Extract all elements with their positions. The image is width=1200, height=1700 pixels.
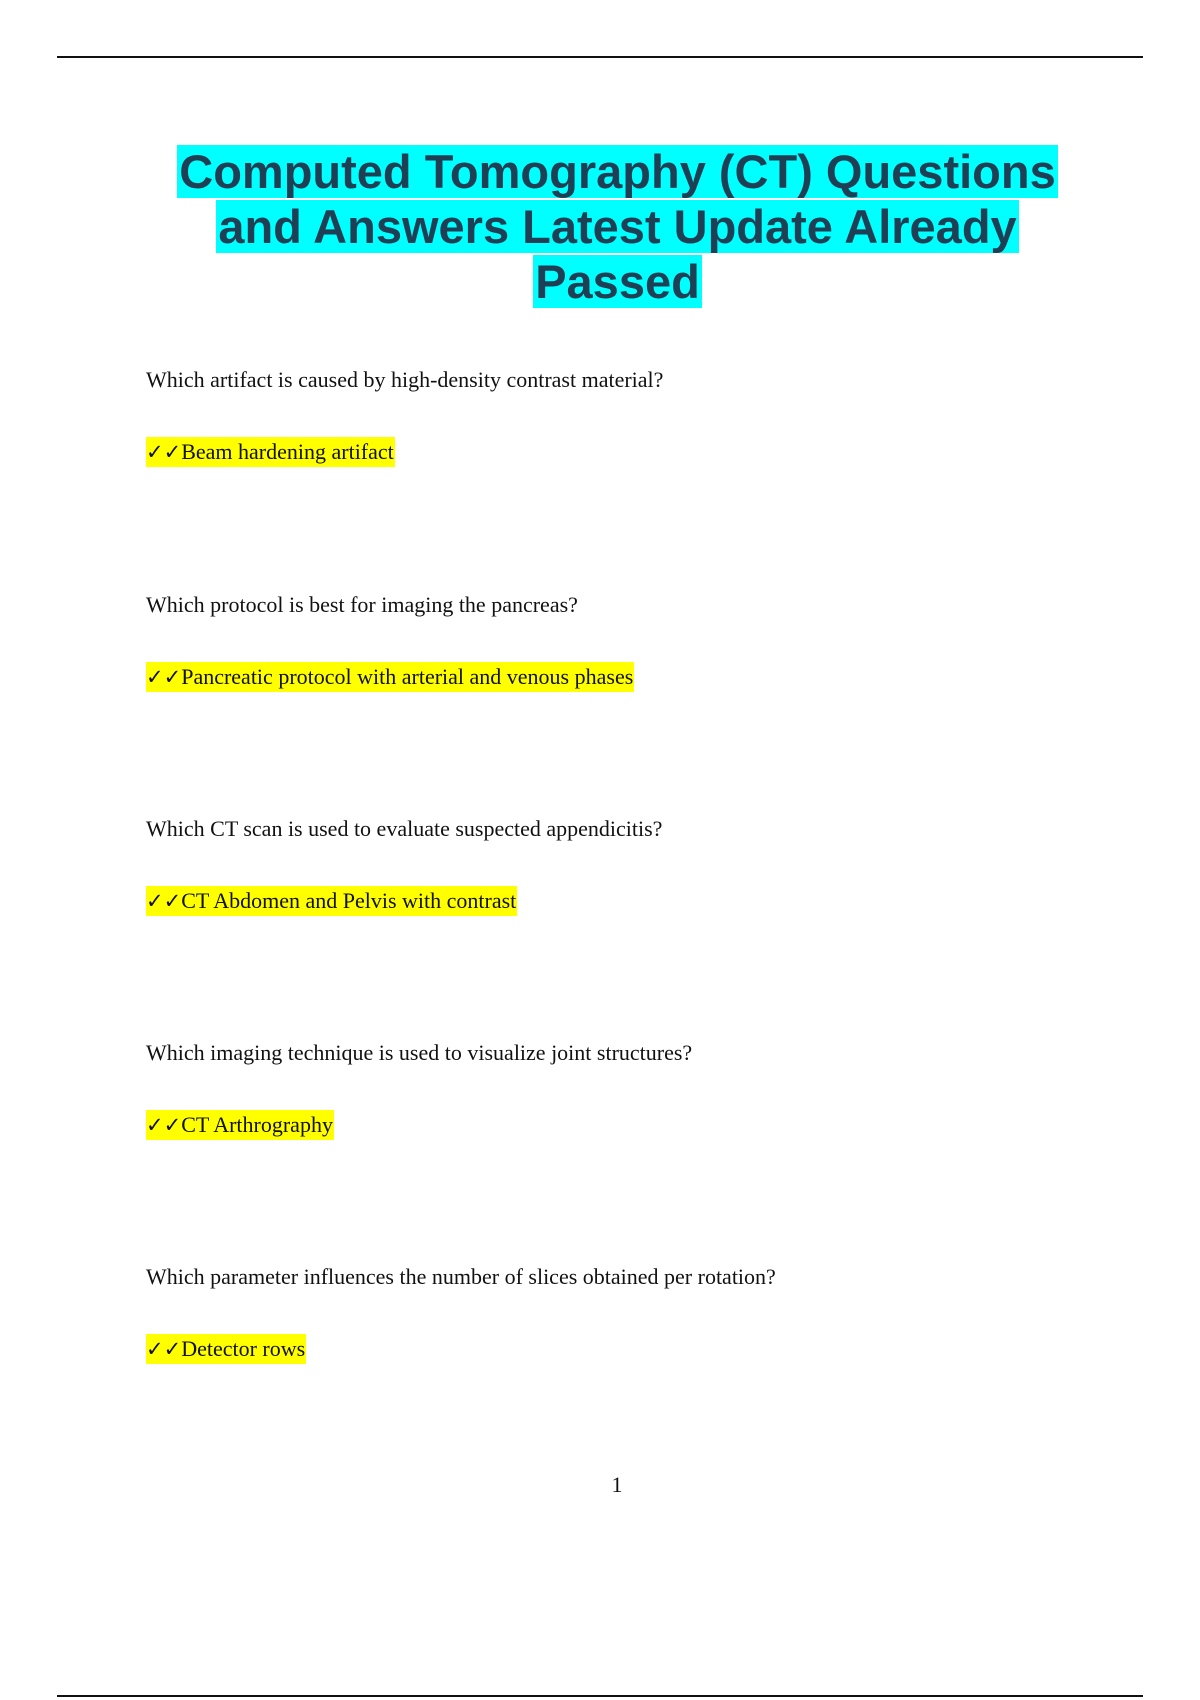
- question-text: Which protocol is best for imaging the pancreas?: [146, 592, 578, 617]
- answer-text: CT Arthrography: [181, 1112, 333, 1137]
- answer: [146, 888, 1126, 914]
- answer-text: CT Abdomen and Pelvis with contrast: [181, 888, 517, 913]
- answer: [146, 439, 1126, 465]
- question-text: Which parameter influences the number of slices obtained per rotation?: [146, 1264, 776, 1289]
- double-check-icon: ✓✓: [146, 1337, 182, 1361]
- double-check-icon: ✓✓: [146, 440, 182, 464]
- answer: [146, 1112, 1126, 1138]
- double-check-icon: ✓✓: [146, 889, 182, 913]
- qa-item: [146, 1264, 1126, 1362]
- document-title-text: Computed Tomography (CT) Questions and Answers Latest Update Already Passed: [179, 145, 1056, 308]
- answer-text: Pancreatic protocol with arterial and venous phases: [181, 664, 634, 689]
- answer-text: Beam hardening artifact: [181, 439, 394, 464]
- answer: [146, 1336, 1126, 1362]
- question-text: Which CT scan is used to evaluate suspected appendicitis?: [146, 816, 663, 841]
- answer-text: Detector rows: [181, 1336, 306, 1361]
- page-number: 1: [611, 1472, 623, 1497]
- header-rule: [57, 56, 1143, 58]
- answer-highlight: [146, 437, 395, 467]
- document-title: [150, 144, 1085, 309]
- answer: [146, 664, 1126, 690]
- answer-highlight: [146, 1110, 334, 1140]
- question-text: Which artifact is caused by high-density contrast material?: [146, 367, 664, 392]
- footer-rule: [57, 1695, 1143, 1697]
- answer-highlight: [146, 1334, 306, 1364]
- answer-highlight: [146, 662, 634, 692]
- answer-highlight: [146, 886, 517, 916]
- qa-item: [146, 816, 1126, 914]
- question-text: Which imaging technique is used to visualize joint structures?: [146, 1040, 693, 1065]
- qa-item: [146, 592, 1126, 690]
- qa-item: [146, 1040, 1126, 1138]
- double-check-icon: ✓✓: [146, 1113, 182, 1137]
- double-check-icon: ✓✓: [146, 665, 182, 689]
- qa-item: [146, 367, 1126, 465]
